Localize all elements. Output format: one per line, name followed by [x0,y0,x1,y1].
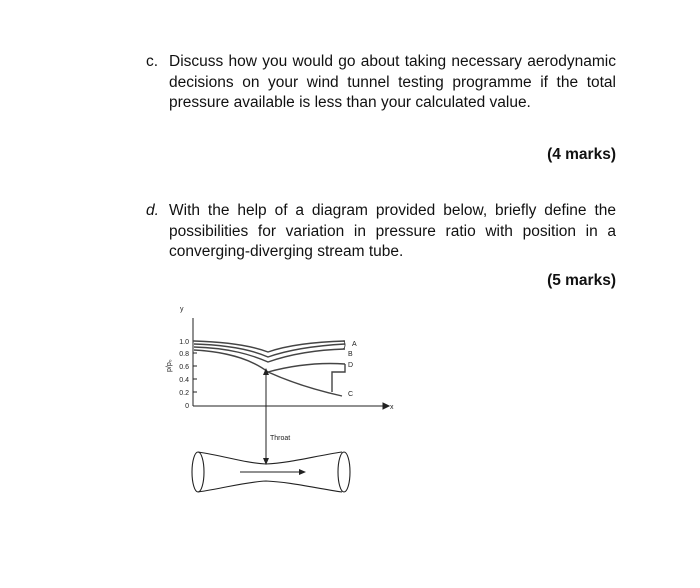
curve-b [194,347,345,362]
x-axis-name: x [390,404,394,411]
curve-label-c: C [348,391,354,398]
y-axis-label: p/p₀ [166,359,173,372]
curve-c [268,372,342,396]
question-d-text: With the help of a diagram provided below, briefly define the possibilities for variation in pressure ratio with position in a converging-diverging stream tube. [169,202,616,260]
question-c-label: c. [146,53,159,70]
x-axis-arrow [383,403,389,409]
shock-line [332,364,345,392]
question-d-label: d. [146,202,159,219]
flow-arrow-head [299,469,306,475]
stream-tube-inlet [192,452,204,492]
y-tick-label: 0.4 [179,377,189,384]
stream-tube-outlet [338,452,350,492]
curve-a-brace: ) [343,339,346,349]
stream-tube-bottom-wall [198,481,342,492]
y-tick-label: 0.2 [179,390,189,397]
y-axis-name: y [180,306,184,313]
y-tick-label: 0 [185,403,189,410]
throat-label: Throat [270,435,291,442]
question-c-marks: (4 marks) [547,146,616,163]
curve-label-d: D [348,362,354,369]
y-tick-label: 0.6 [179,364,189,371]
y-tick-label: 0.8 [179,351,189,358]
stream-tube-top-wall [198,452,342,464]
question-d-marks: (5 marks) [547,272,616,289]
y-tick-label: 1.0 [179,339,189,346]
question-c-text: Discuss how you would go about taking necessary aerodynamic decisions on your wind tunnel testing programme if the total pressure available is less than your calculated value. [169,53,616,111]
curve-label-b: B [348,351,353,358]
curve-label-a: A [352,341,357,348]
